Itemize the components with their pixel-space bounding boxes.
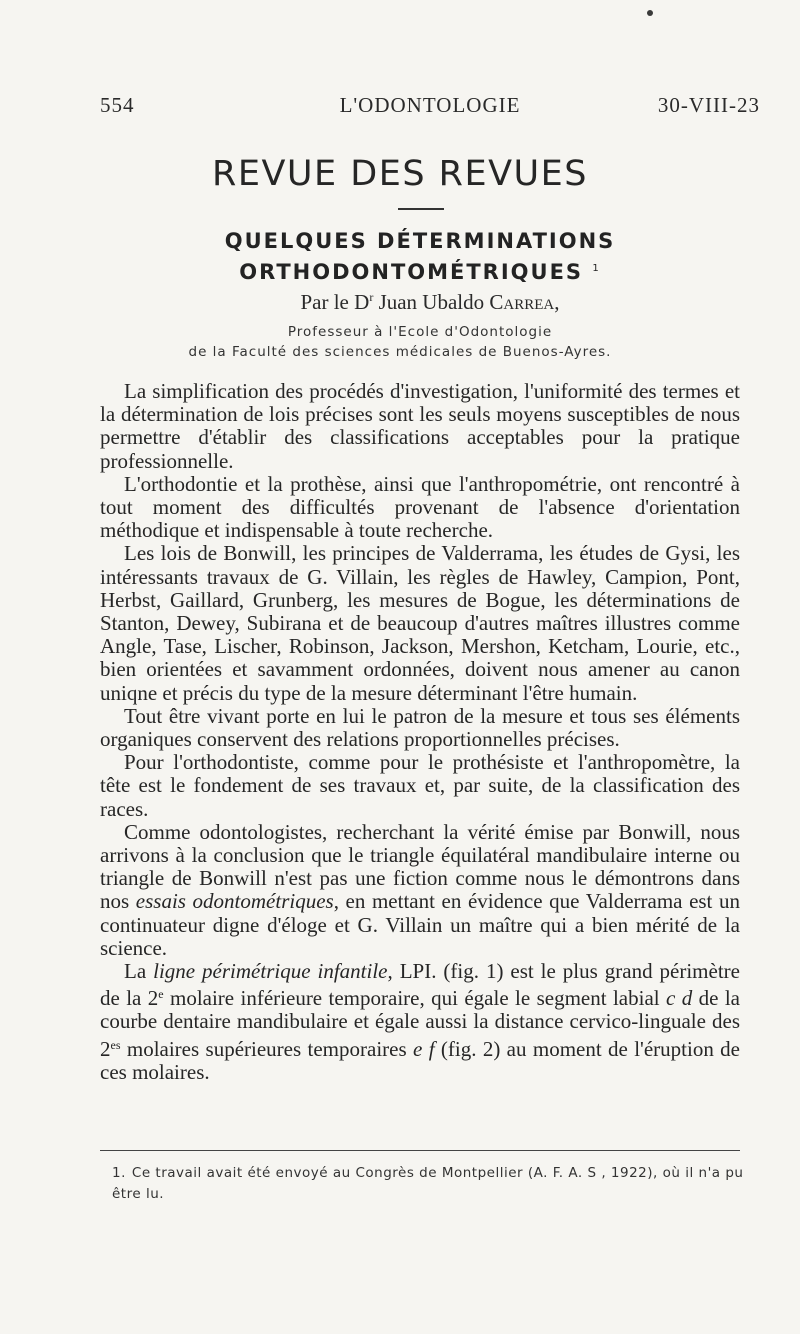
- footnote-mark: 1: [592, 263, 601, 274]
- byline-name: Juan Ubaldo: [373, 290, 490, 314]
- paragraph-5: Pour l'orthodontiste, comme pour le prothésiste et l'anthropomètre, la tête est le fondement de ses travaux et, par suite, de la classification des races.: [100, 750, 740, 821]
- article-title-line-1: QUELQUES DÉTERMINATIONS: [224, 229, 616, 253]
- footnote: [112, 1163, 752, 1205]
- paragraph-6: [100, 821, 740, 960]
- affiliation-line-1: Professeur à l'Ecole d'Odontologie: [287, 324, 553, 340]
- paragraph-7-emphasis-3: e f: [413, 1036, 435, 1061]
- byline-surname: Carrea,: [489, 290, 560, 314]
- paragraph-6-text-b: , en mettant en évidence que Valderrama est un continuateur digne d'éloge et G. Villain un maître qui a bien mérité de la science.: [100, 889, 740, 960]
- article-title: [0, 227, 800, 286]
- paragraph-6-text-a: Comme odontologistes, recherchant la vérité émise par Bonwill, nous arrivons à la conclusion que le triangle équilatéral mandibulaire interne ou triangle de Bonwill n'est pas une fiction comme nous le démontrons dans nos: [100, 819, 740, 914]
- ink-dot: [647, 10, 653, 16]
- paragraph-7-text-c: molaire inférieure temporaire, qui égale le segment labial: [163, 986, 666, 1011]
- article-title-line-2: [0, 255, 800, 286]
- page-number: 554: [100, 93, 135, 117]
- article-body: [100, 380, 740, 1084]
- paragraph-7-text-d: de la courbe dentaire mandibulaire et égale aussi la distance cervico-linguale des 2: [100, 986, 740, 1061]
- footnote-number: 1.: [112, 1165, 126, 1181]
- section-title: REVUE DES REVUES: [212, 154, 588, 194]
- byline-title-sup: r: [369, 290, 374, 304]
- affiliation-line-2: de la Faculté des sciences médicales de Buenos-Ayres.: [188, 344, 612, 360]
- issue-date: 30-VIII-23: [657, 93, 760, 117]
- paragraph-7-text-f: (fig. 2) au moment de l'éruption de ces molaires.: [100, 1036, 740, 1084]
- paragraph-7-emphasis-1: ligne périmétrique infantile: [153, 959, 388, 984]
- paragraph-7-sup-2: es: [110, 1037, 121, 1052]
- running-head: [100, 93, 760, 123]
- paragraph-7: [100, 960, 740, 1084]
- paragraph-7-text-a: La: [124, 959, 154, 984]
- paragraph-7-sup-1: e: [158, 987, 164, 1002]
- article-title-line-2-text: ORTHODONTOMÉTRIQUES: [239, 260, 584, 284]
- paragraph-2: L'orthodontie et la prothèse, ainsi que l'anthropométrie, ont rencontré à tout moment des difficultés provenant de l'absence d'orientation méthodique et indispensable à toute recherche.: [100, 471, 740, 543]
- paragraph-6-emphasis: essais odontométriques: [135, 889, 334, 914]
- footnote-divider: [100, 1150, 740, 1151]
- title-divider: [398, 208, 444, 210]
- paragraph-7-text-b: , LPI. (fig. 1) est le plus grand périmètre de la 2: [100, 959, 740, 1011]
- footnote-text: Ce travail avait été envoyé au Congrès de Montpellier (A. F. A. S , 1922), où il n'a pu être lu.: [112, 1165, 744, 1202]
- byline: [0, 290, 800, 315]
- paragraph-7-text-e: molaires supérieures temporaires: [120, 1036, 414, 1061]
- paragraph-7-emphasis-2: c d: [666, 986, 693, 1011]
- byline-prefix: Par le D: [300, 290, 370, 314]
- journal-name: L'ODONTOLOGIE: [339, 93, 521, 117]
- paragraph-1: La simplification des procédés d'investigation, l'uniformité des termes et la détermination de lois précises sont les seuls moyens susceptibles de nous permettre d'établir des classifications acceptables pour la pratique professionnelle.: [100, 379, 740, 473]
- paragraph-3: Les lois de Bonwill, les principes de Valderrama, les études de Gysi, les intéressants travaux de G. Villain, les règles de Hawley, Campion, Pont, Herbst, Gaillard, Grunberg, les mesures de Bogue, les déterminations de Stanton, Dewey, Subirana et de beaucoup d'autres maîtres illustres comme Angle, Tase, Lischer, Robinson, Jackson, Mershon, Ketcham, Lourie, etc., bien orientées et savamment ordonnées, doivent nous amener au canon uniqne et précis du type de la mesure déterminant l'être humain.: [100, 541, 740, 705]
- paragraph-4: Tout être vivant porte en lui le patron de la mesure et tous ses éléments organiques conservent des relations proportionnelles précises.: [100, 703, 740, 752]
